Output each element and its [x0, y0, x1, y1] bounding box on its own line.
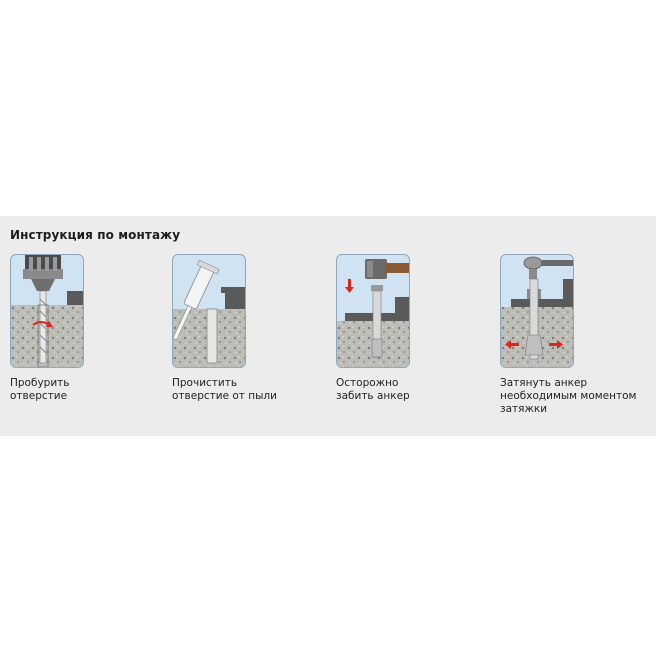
torque-illustration	[500, 254, 574, 368]
step-clean	[172, 254, 322, 403]
step-drill	[10, 254, 160, 403]
step-hammer	[336, 254, 486, 403]
panel-title: Инструкция по монтажу	[10, 228, 181, 242]
installation-instructions-panel	[0, 216, 656, 436]
step-caption: Осторожно забить анкер	[336, 377, 410, 402]
drill-illustration	[10, 254, 84, 368]
hammer-illustration	[336, 254, 410, 368]
step-caption: Прочистить отверстие от пыли	[172, 377, 277, 402]
step-caption: Затянуть анкер необходимым моментом затяжки	[500, 377, 637, 415]
clean-illustration	[172, 254, 246, 368]
step-torque	[500, 254, 650, 416]
step-caption: Пробурить отверстие	[10, 377, 70, 402]
